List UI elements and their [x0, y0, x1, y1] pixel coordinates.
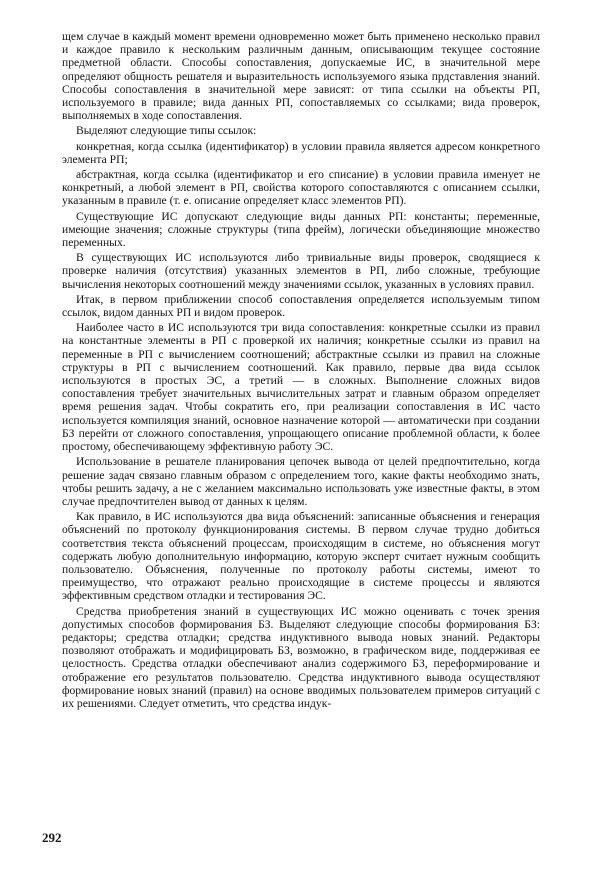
- paragraph-matching-intro: щем случае в каждый момент времени одновременно может быть применено несколько правил и каждое правило к нескольким различным данным, описывающим текущее состояние предметной области. Способы сопоставления, допускаемые ИС, в значительной мере определяют общность решателя и выразительность используемого языка прдставления знаний. Способы сопоставления в значительной мере зависят: от типа ссылки на объекты РП, используемого в правиле; вида данных РП, сопоставляемых со ссылками; вида проверок, выполняемых в ходе сопоставления.: [62, 30, 540, 123]
- paragraph-knowledge-acquisition: Средства приобретения знаний в существующих ИС можно оценивать с точек зрения допустимых способов формирования БЗ. Выделяют следующие способы формирования БЗ: редакторы; средства отладки; средства индуктивного вывода новых знаний. Редакторы позволяют отображать и модифицировать БЗ, возможно, в графическом виде, поддерживая ее целостность. Средства отладки обеспечивают анализ содержимого БЗ, переформирование и отображение его результатов пользователю. Средства индуктивного вывода осуществляют формирование новых знаний (правил) на основе вводимых пользователем примеров ситуаций с их решениями. Следует отметить, что средства индук-: [62, 604, 540, 710]
- paragraph-summary: Итак, в первом приближении способ сопоставления определяется используемым типом ссылок, видом данных РП и видом проверок.: [62, 292, 540, 320]
- paragraph-reference-types-heading: Выделяют следующие типы ссылок:: [76, 124, 257, 138]
- paragraph-data-kinds: Существующие ИС допускают следующие виды данных РП: константы; переменные, имеющие значения; сложные структуры (типа фрейм), логически объединяющие множество переменных.: [62, 209, 540, 250]
- paragraph-check-kinds: В существующих ИС используются либо тривиальные виды проверок, сводящиеся к проверке наличия (отсутствия) указанных элементов в РП, либо сложные, требующие вычисления некоторых соотношений между значениями ссылок, указанных в условиях правил.: [62, 251, 540, 291]
- paragraph-abstract-reference: абстрактная, когда ссылка (идентификатор и его списание) в условии правила именует не конкретный, а любой элемент в РП, свойства которого сопоставляются с описанием ссылки, указанным в правиле (т. е. описание определяет класс элементов РП).: [62, 168, 540, 208]
- paragraph-goal-driven-planning: Использование в решателе планирования цепочек вывода от целей предпочтительно, когда решение задач связано главным образом с определением того, какие факты необходимо знать, чтобы решить задачу, а не с желанием максимально использовать уже известные факты, в этом случае предпочтителен вывод от данных к целям.: [62, 455, 540, 508]
- paragraph-concrete-reference: конкретная, когда ссылка (идентификатор) в условии правила является адресом конкретного элемента РП;: [62, 139, 540, 166]
- paragraph-explanations: Как правило, в ИС используются два вида объяснений: записанные объяснения и генерация объяснений по протоколу функционирования системы. В первом случае трудно добиться соответствия текста объяснений процессам, происходящим в системе, но объяснения могут содержать любую дополнительную информацию, которую эксперт считает нужным сообщить пользователю. Объяснения, полученные по протоколу работы системы, имеют то преимущество, что отражают реально происходящие в системе процессы и являются эффективным средством отладки и тестирования ЭС.: [62, 510, 540, 603]
- paragraph-three-matching-kinds: Наиболее часто в ИС используются три вида сопоставления: конкретные ссылки из правил на константные элементы в РП с проверкой их наличия; конкретные ссылки из правил на переменные в РП с вычислением соотношений; абстрактные ссылки из правил на сложные структуры в РП с вычислением соотношений. Как правило, первые два вида ссылок используются в простых ЭС, а третий — в сложных. Выполнение сложных видов сопоставления требует значительных вычислительных затрат и главным образом определяет время решения задач. Чтобы сократить его, при реализации сопоставления в ИС часто используется компиляция знаний, основное назначение которой — автоматически при создании БЗ перейти от сложного сопоставления, упрощающего описание проблемной области, к более простому, обеспечивающему эффективную работу ЭС.: [62, 321, 540, 454]
- page-number: 292: [42, 830, 62, 845]
- page-body: [62, 30, 540, 712]
